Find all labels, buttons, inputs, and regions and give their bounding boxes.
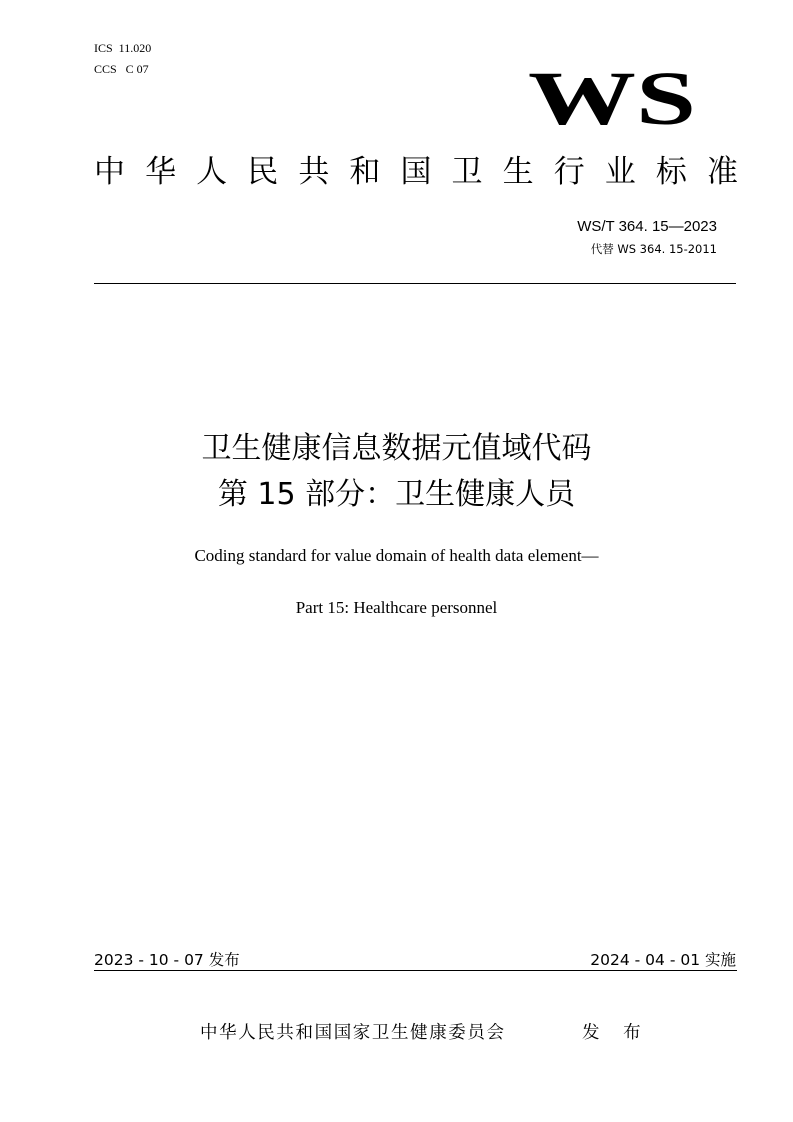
org-title-char: 准: [706, 154, 738, 190]
ws-logo: [526, 68, 698, 132]
org-title-char: 卫: [451, 154, 483, 190]
org-title-char: 华: [145, 154, 177, 190]
ccs-code: CCS C 07: [94, 62, 149, 76]
org-title-char: 民: [247, 154, 279, 190]
org-title-char: 生: [502, 154, 534, 190]
title-en-line1: Coding standard for value domain of health data element—: [194, 546, 599, 565]
title-en-line2: Part 15: Healthcare personnel: [295, 598, 498, 617]
implement-date: 2024 - 04 - 01 实施: [590, 951, 736, 969]
top-divider: [94, 283, 736, 284]
org-title-char: 国: [400, 154, 432, 190]
org-title-char: 中: [94, 154, 125, 190]
issuer-action: 发 布: [582, 1023, 650, 1043]
issuer-name: 中华人民共和国国家卫生健康委员会: [200, 1023, 506, 1043]
title-zh-line2: 第 15 部分：卫生健康人员: [217, 477, 576, 512]
org-title-char: 标: [655, 154, 687, 190]
org-title-char: 行: [553, 154, 585, 190]
issue-date: 2023 - 10 - 07 发布: [94, 951, 240, 969]
ics-code: ICS 11.020: [94, 41, 152, 55]
ws-logo-text: WS: [528, 68, 696, 132]
org-title-char: 人: [196, 154, 228, 190]
bottom-divider: [94, 970, 737, 971]
org-title: [94, 152, 738, 192]
standard-number: WS/T 364. 15—2023: [577, 218, 717, 235]
replaces-note: 代替 WS 364. 15-2011: [590, 242, 717, 256]
org-title-char: 共: [298, 154, 330, 190]
org-title-char: 和: [349, 154, 381, 190]
title-zh-line1: 卫生健康信息数据元值域代码: [201, 431, 592, 466]
org-title-char: 业: [604, 154, 636, 190]
